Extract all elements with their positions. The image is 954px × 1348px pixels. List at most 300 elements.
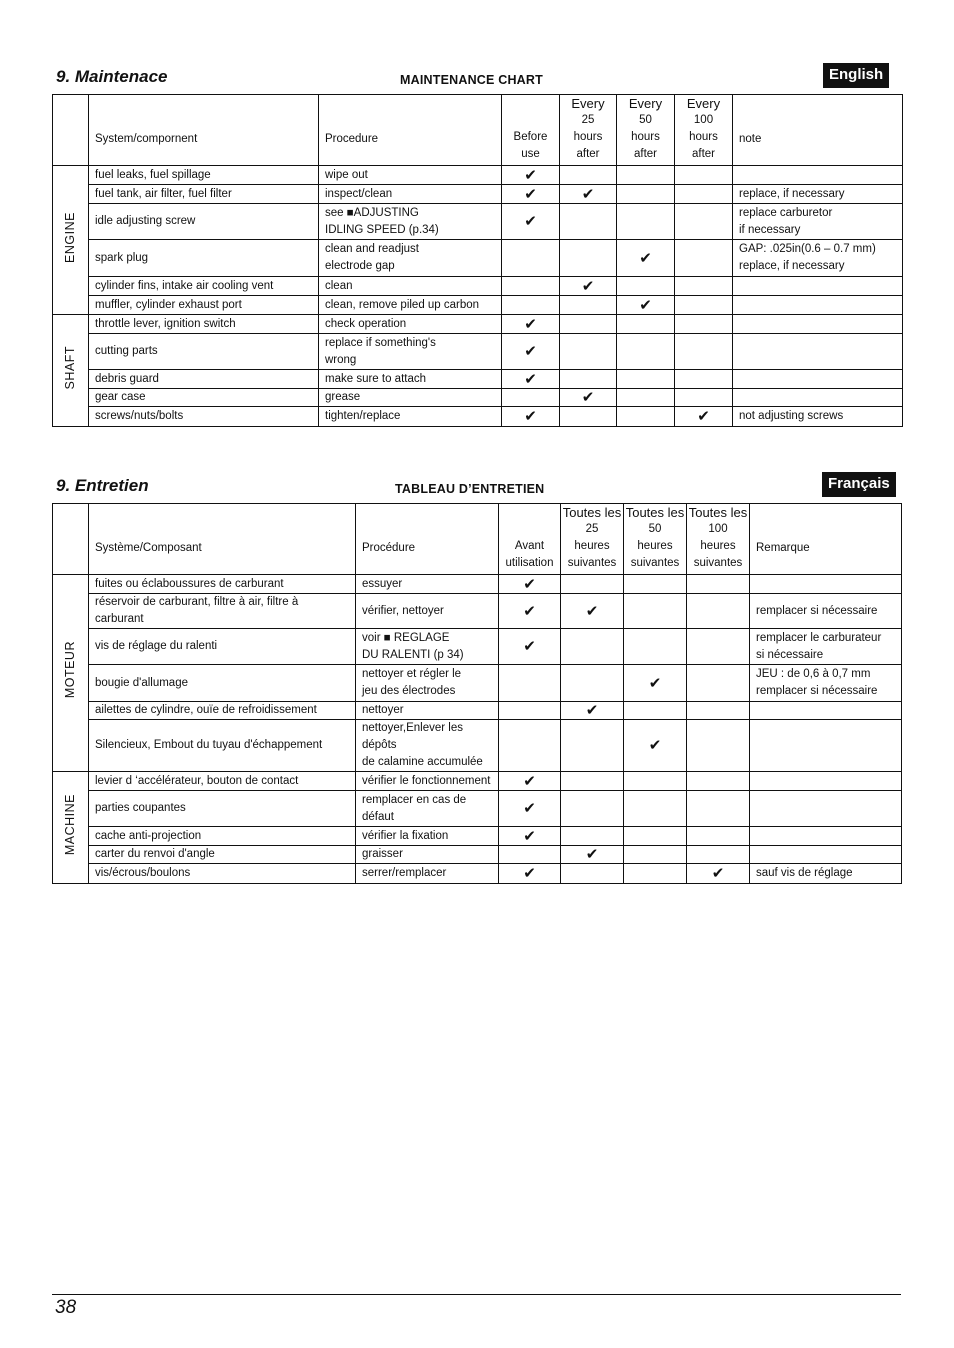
check-mark-icon: ✔ (523, 638, 536, 655)
note-text: si nécessaire (756, 648, 824, 661)
table-row (53, 827, 902, 846)
table-row (53, 594, 902, 629)
check-cell (687, 702, 750, 720)
check-cell (560, 166, 617, 185)
check-cell (502, 277, 560, 296)
procedure-text: nettoyer,Enlever les dépôts (362, 722, 464, 751)
header-line: after (633, 148, 657, 160)
system-cell (89, 864, 356, 884)
system-cell (89, 277, 319, 296)
section-title-english: 9. Maintenace (56, 67, 168, 86)
procedure-text: serrer/remplacer (362, 867, 447, 879)
note-cell (750, 575, 902, 594)
system-cell (89, 370, 319, 389)
check-mark-icon: ✔ (524, 315, 537, 333)
procedure-cell (319, 296, 502, 315)
system-cell (89, 772, 356, 791)
system-cell (89, 334, 319, 370)
check-cell (624, 772, 687, 791)
system-cell (89, 629, 356, 665)
header-system: System/compornent (89, 95, 319, 166)
check-cell (617, 370, 675, 389)
note-text: replace, if necessary (739, 187, 845, 200)
system-text: vis de réglage du ralenti (95, 640, 218, 652)
table-row (53, 389, 903, 407)
system-cell (89, 296, 319, 315)
table-row (53, 575, 902, 594)
header-line: after (691, 148, 715, 160)
group-label: MACHINE (63, 793, 77, 856)
check-cell (675, 185, 733, 204)
system-cell (89, 702, 356, 720)
system-cell (89, 575, 356, 594)
header-line: Every (571, 96, 605, 111)
procedure-cell (319, 389, 502, 407)
header-interval-1 (560, 95, 617, 166)
procedure-text: inspect/clean (325, 187, 393, 200)
header-line: heures (700, 540, 736, 552)
check-mark-icon: ✔ (523, 865, 536, 882)
check-cell (617, 166, 675, 185)
check-cell (502, 204, 560, 240)
check-mark-icon: ✔ (585, 846, 599, 863)
check-cell (675, 315, 733, 334)
system-cell (89, 389, 319, 407)
check-cell (502, 315, 560, 334)
procedure-cell (356, 594, 499, 629)
header-line: Toutes les (625, 505, 685, 520)
header-line: hours (631, 131, 660, 143)
check-cell (561, 846, 624, 864)
check-cell (560, 370, 617, 389)
note-cell (733, 240, 903, 277)
check-cell (687, 791, 750, 827)
system-cell (89, 240, 319, 277)
check-cell (624, 846, 687, 864)
check-cell (561, 720, 624, 772)
procedure-text: clean, remove piled up carbon (325, 298, 480, 311)
note-cell (750, 791, 902, 827)
tableau-entretien-table (52, 503, 902, 884)
note-text: not adjusting screws (739, 410, 844, 422)
procedure-cell (319, 334, 502, 370)
note-text: JEU : de 0,6 à 0,7 mm (756, 668, 871, 680)
check-cell (499, 575, 561, 594)
procedure-text: défaut (362, 810, 394, 823)
table-row (53, 846, 902, 864)
procedure-text: de calamine accumulée (362, 756, 483, 768)
note-text: replace, if necessary (739, 260, 845, 272)
check-cell (617, 204, 675, 240)
check-cell (617, 334, 675, 370)
header-line: suivantes (693, 557, 743, 569)
header-corner-cell (53, 504, 89, 575)
header-line: 25 (585, 523, 599, 535)
system-text: réservoir de carburant, filtre à air, filtre à carburant (95, 596, 299, 625)
check-cell (561, 827, 624, 846)
header-system: Système/Composant (89, 504, 356, 575)
procedure-text: tighten/replace (325, 410, 401, 422)
check-cell (687, 827, 750, 846)
check-cell (560, 315, 617, 334)
check-cell (675, 240, 733, 277)
check-cell (675, 277, 733, 296)
check-cell (560, 204, 617, 240)
check-mark-icon: ✔ (523, 827, 536, 845)
system-text: bougie d'allumage (95, 676, 188, 689)
note-cell (733, 185, 903, 204)
header-line: heures (574, 540, 610, 552)
header-line: use (521, 148, 540, 160)
procedure-text: make sure to attach (325, 372, 426, 385)
check-cell (687, 594, 750, 629)
header-corner-cell (53, 95, 89, 166)
check-cell (502, 334, 560, 370)
system-text: fuel leaks, fuel spillage (95, 168, 211, 181)
check-cell (624, 720, 687, 772)
check-cell (502, 389, 560, 407)
procedure-text: wrong (325, 353, 357, 366)
header-line: suivantes (630, 557, 680, 569)
procedure-text: voir ■ REGLAGE (362, 631, 450, 644)
check-mark-icon: ✔ (524, 343, 537, 360)
header-line: 50 (639, 114, 652, 126)
procedure-cell (356, 827, 499, 846)
header-line: utilisation (505, 557, 554, 569)
check-cell (561, 791, 624, 827)
header-line: Before (513, 131, 548, 143)
note-cell (750, 827, 902, 846)
header-line: hours (689, 131, 718, 143)
note-cell (733, 296, 903, 315)
table-row (53, 296, 903, 315)
section-title-french: 9. Entretien (56, 476, 149, 495)
note-cell (733, 315, 903, 334)
procedure-cell (356, 772, 499, 791)
check-cell (675, 204, 733, 240)
group-label-cell (53, 772, 89, 884)
check-cell (502, 370, 560, 389)
procedure-text: electrode gap (325, 260, 395, 272)
note-cell (750, 772, 902, 791)
check-mark-icon: ✔ (581, 277, 595, 295)
check-cell (499, 772, 561, 791)
procedure-cell (356, 702, 499, 720)
check-cell (560, 240, 617, 277)
system-text: fuel tank, air filter, fuel filter (95, 187, 232, 200)
check-cell (560, 277, 617, 296)
chart-title-english: MAINTENANCE CHART (400, 73, 543, 87)
header-line: 50 (648, 523, 662, 535)
header-note: Remarque (750, 504, 902, 575)
language-badge-english: English (823, 63, 889, 88)
procedure-cell (356, 629, 499, 665)
check-mark-icon: ✔ (648, 737, 662, 754)
header-line: Every (628, 96, 663, 111)
check-cell (502, 296, 560, 315)
procedure-text: vérifier, nettoyer (362, 604, 444, 617)
check-cell (624, 864, 687, 884)
check-cell (561, 629, 624, 665)
header-before-use (499, 504, 561, 575)
check-mark-icon: ✔ (523, 602, 536, 620)
check-cell (561, 594, 624, 629)
system-text: cutting parts (95, 345, 158, 357)
system-cell (89, 827, 356, 846)
group-label: MOTEUR (63, 641, 77, 699)
system-text: fuites ou éclaboussures de carburant (95, 577, 284, 590)
table-row (53, 185, 903, 204)
procedure-text: check operation (325, 317, 407, 330)
note-cell (733, 334, 903, 370)
procedure-text: essuyer (362, 577, 403, 590)
system-cell (89, 204, 319, 240)
check-cell (687, 720, 750, 772)
check-mark-icon: ✔ (523, 800, 536, 817)
check-cell (560, 389, 617, 407)
header-line: Toutes les (688, 505, 748, 520)
procedure-cell (356, 864, 499, 884)
procedure-text: replace if something's (325, 336, 436, 349)
table-row (53, 665, 902, 702)
check-mark-icon: ✔ (524, 370, 537, 388)
note-text: remplacer si nécessaire (756, 685, 878, 697)
system-text: Silencieux, Embout du tuyau d'échappement (95, 739, 323, 751)
table-row (53, 204, 903, 240)
check-cell (560, 334, 617, 370)
header-line: 25 (581, 114, 595, 126)
system-cell (89, 594, 356, 629)
note-text: replace carburetor (739, 206, 833, 219)
check-cell (560, 407, 617, 427)
check-cell (617, 296, 675, 315)
note-cell (750, 702, 902, 720)
procedure-text: see ■ADJUSTING (325, 206, 419, 219)
procedure-cell (319, 185, 502, 204)
check-mark-icon: ✔ (524, 185, 537, 203)
system-cell (89, 185, 319, 204)
table-row (53, 370, 903, 389)
note-text: GAP: .025in(0.6 – 0.7 mm) (739, 243, 876, 255)
procedure-text: wipe out (325, 168, 368, 181)
page-number: 38 (55, 1297, 77, 1318)
system-cell (89, 720, 356, 772)
system-text: screws/nuts/bolts (95, 410, 184, 422)
check-cell (687, 665, 750, 702)
check-cell (499, 846, 561, 864)
system-text: spark plug (95, 251, 149, 264)
system-cell (89, 315, 319, 334)
check-mark-icon: ✔ (524, 166, 537, 184)
note-cell (733, 204, 903, 240)
check-cell (561, 665, 624, 702)
check-mark-icon: ✔ (585, 702, 599, 719)
system-text: levier d ‘accélérateur, bouton de contact (95, 774, 299, 787)
group-label-cell (53, 315, 89, 427)
check-cell (687, 772, 750, 791)
procedure-text: vérifier le fonctionnement (362, 774, 491, 787)
check-cell (502, 185, 560, 204)
table-row (53, 791, 902, 827)
check-cell (675, 296, 733, 315)
note-text: sauf vis de réglage (756, 867, 853, 879)
table-row (53, 772, 902, 791)
header-line: 100 (693, 114, 714, 126)
note-cell (750, 594, 902, 629)
check-cell (499, 864, 561, 884)
check-cell (617, 240, 675, 277)
system-text: ailettes de cylindre, ouïe de refroidissement (95, 704, 317, 716)
note-cell (733, 370, 903, 389)
chart-title-french: TABLEAU D’ENTRETIEN (395, 482, 545, 496)
procedure-text: jeu des électrodes (362, 685, 456, 697)
system-cell (89, 791, 356, 827)
system-text: cylinder fins, intake air cooling vent (95, 279, 274, 292)
group-label-cell (53, 166, 89, 315)
language-badge-french: Français (822, 472, 896, 497)
table-row (53, 166, 903, 185)
check-cell (624, 575, 687, 594)
procedure-cell (356, 791, 499, 827)
system-text: parties coupantes (95, 802, 186, 814)
procedure-cell (319, 240, 502, 277)
procedure-text: vérifier la fixation (362, 829, 449, 842)
check-mark-icon: ✔ (523, 772, 536, 790)
check-cell (624, 665, 687, 702)
note-cell (733, 407, 903, 427)
procedure-text: nettoyer (362, 704, 404, 716)
header-note: note (733, 95, 903, 166)
system-cell (89, 665, 356, 702)
check-cell (499, 827, 561, 846)
table-row (53, 407, 903, 427)
procedure-text: nettoyer et régler le (362, 668, 462, 680)
check-mark-icon: ✔ (524, 213, 537, 230)
table-row (53, 277, 903, 296)
system-text: vis/écrous/boulons (95, 867, 191, 879)
check-mark-icon: ✔ (585, 602, 599, 620)
procedure-cell (319, 315, 502, 334)
header-row (53, 95, 903, 166)
note-text: if necessary (739, 223, 801, 236)
header-interval-2 (624, 504, 687, 575)
check-cell (687, 864, 750, 884)
check-cell (687, 846, 750, 864)
check-mark-icon: ✔ (581, 185, 595, 203)
check-mark-icon: ✔ (639, 249, 652, 267)
header-interval-1 (561, 504, 624, 575)
procedure-text: clean (325, 279, 353, 292)
note-cell (750, 665, 902, 702)
note-cell (733, 389, 903, 407)
check-cell (617, 277, 675, 296)
procedure-text: graisser (362, 848, 403, 860)
header-procedure: Procedure (319, 95, 502, 166)
check-cell (561, 575, 624, 594)
table-row (53, 334, 903, 370)
table-row (53, 240, 903, 277)
header-line: Every (686, 96, 721, 111)
group-label: SHAFT (63, 345, 77, 390)
system-text: debris guard (95, 372, 159, 385)
procedure-cell (319, 277, 502, 296)
check-mark-icon: ✔ (523, 575, 536, 593)
procedure-text: clean and readjust (325, 243, 419, 255)
check-cell (499, 594, 561, 629)
procedure-text: DU RALENTI (p 34) (362, 648, 464, 661)
procedure-cell (319, 407, 502, 427)
procedure-cell (319, 166, 502, 185)
system-text: muffler, cylinder exhaust port (95, 298, 242, 311)
header-before-use (502, 95, 560, 166)
note-cell (733, 166, 903, 185)
procedure-cell (356, 575, 499, 594)
maintenance-chart-table (52, 94, 903, 427)
procedure-text: remplacer en cas de (362, 793, 467, 806)
check-cell (687, 629, 750, 665)
check-mark-icon: ✔ (648, 674, 662, 692)
note-cell (733, 277, 903, 296)
check-cell (675, 407, 733, 427)
note-cell (750, 629, 902, 665)
check-cell (499, 720, 561, 772)
header-row (53, 504, 902, 575)
system-text: cache anti-projection (95, 829, 202, 842)
header-line: heures (637, 540, 673, 552)
check-mark-icon: ✔ (711, 865, 725, 882)
header-interval-3 (675, 95, 733, 166)
check-cell (499, 791, 561, 827)
check-cell (502, 166, 560, 185)
group-label-cell (53, 575, 89, 772)
check-cell (617, 407, 675, 427)
table-row (53, 629, 902, 665)
table-row (53, 720, 902, 772)
note-cell (750, 864, 902, 884)
table-row (53, 315, 903, 334)
system-cell (89, 407, 319, 427)
group-label: ENGINE (63, 211, 77, 263)
procedure-cell (356, 846, 499, 864)
header-line: hours (573, 131, 603, 143)
check-cell (675, 370, 733, 389)
check-cell (499, 629, 561, 665)
system-cell (89, 166, 319, 185)
check-cell (624, 827, 687, 846)
check-cell (560, 296, 617, 315)
procedure-cell (356, 720, 499, 772)
check-cell (499, 702, 561, 720)
check-cell (675, 389, 733, 407)
check-cell (624, 629, 687, 665)
check-cell (687, 575, 750, 594)
procedure-cell (319, 370, 502, 389)
system-text: carter du renvoi d'angle (95, 848, 215, 860)
procedure-text: IDLING SPEED (p.34) (325, 223, 439, 236)
check-cell (624, 702, 687, 720)
system-text: idle adjusting screw (95, 215, 196, 227)
check-cell (502, 240, 560, 277)
check-cell (561, 772, 624, 791)
header-interval-2 (617, 95, 675, 166)
procedure-text: grease (325, 391, 361, 403)
system-text: throttle lever, ignition switch (95, 317, 236, 330)
procedure-cell (356, 665, 499, 702)
note-cell (750, 720, 902, 772)
check-mark-icon: ✔ (581, 389, 595, 406)
table-row (53, 702, 902, 720)
check-cell (675, 166, 733, 185)
